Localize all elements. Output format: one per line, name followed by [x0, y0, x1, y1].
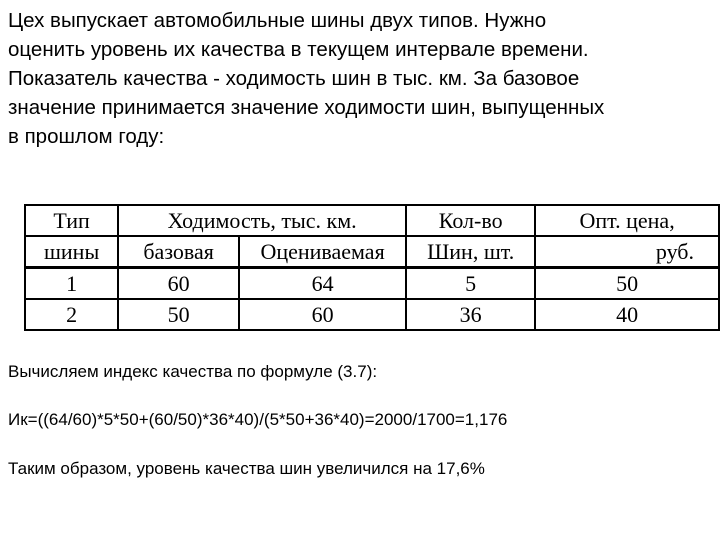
problem-line: Показатель качества - ходимость шин в тыс. км. За базовое — [8, 67, 580, 90]
quality-index-formula: Ик=((64/60)*5*50+(60/50)*36*40)/(5*50+36*40)=2000/1700=1,176 — [8, 410, 508, 429]
header-price-cont: руб. — [535, 236, 719, 268]
cell-type: 1 — [25, 268, 118, 300]
cell-price: 50 — [535, 268, 719, 300]
problem-line: в прошлом году: — [8, 125, 165, 148]
formula-intro: Вычисляем индекс качества по формуле (3.7): — [8, 362, 378, 381]
problem-line: значение принимается значение ходимости шин, выпущенных — [8, 96, 605, 119]
problem-line: Цех выпускает автомобильные шины двух типов. Нужно — [8, 9, 547, 32]
cell-quantity: 5 — [406, 268, 535, 300]
header-tire-type-cont: шины — [25, 236, 118, 268]
table-row — [25, 268, 719, 300]
problem-statement — [8, 6, 716, 151]
cell-base: 60 — [118, 268, 239, 300]
header-tire-type: Тип — [25, 205, 118, 236]
table-row — [25, 299, 719, 330]
header-base: базовая — [118, 236, 239, 268]
header-quantity: Кол-во — [406, 205, 535, 236]
header-quantity-cont: Шин, шт. — [406, 236, 535, 268]
table-subheader-row — [25, 236, 719, 268]
cell-quantity: 36 — [406, 299, 535, 330]
cell-evaluated: 64 — [239, 268, 406, 300]
header-mileage: Ходимость, тыс. км. — [118, 205, 406, 236]
cell-type: 2 — [25, 299, 118, 330]
cell-base: 50 — [118, 299, 239, 330]
table-header-row — [25, 205, 719, 236]
problem-line: оценить уровень их качества в текущем интервале времени. — [8, 38, 589, 61]
header-evaluated: Оцениваемая — [239, 236, 406, 268]
cell-price: 40 — [535, 299, 719, 330]
header-price: Опт. цена, — [535, 205, 719, 236]
conclusion: Таким образом, уровень качества шин увеличился на 17,6% — [8, 459, 485, 478]
tire-quality-table — [24, 204, 720, 331]
cell-evaluated: 60 — [239, 299, 406, 330]
